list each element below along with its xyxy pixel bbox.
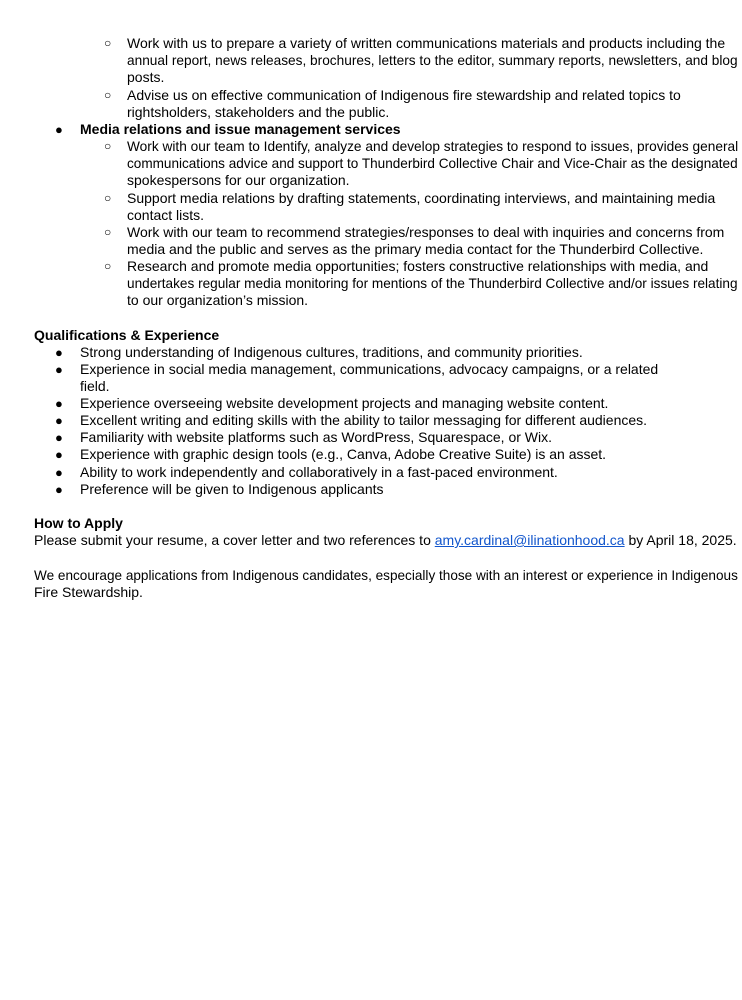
sub-bullet-marker: ○ xyxy=(104,225,112,239)
text-line: Ability to work independently and collaboratively in a fast-paced environment. xyxy=(80,464,558,480)
text-line: Experience in social media management, communications, advocacy campaigns, or a related xyxy=(80,361,659,377)
bullet-marker: ● xyxy=(55,362,63,377)
text-line: field. xyxy=(80,378,110,394)
text-line: Experience with graphic design tools (e.g., Canva, Adobe Creative Suite) is an asset. xyxy=(80,446,607,462)
bullet-marker: ● xyxy=(55,447,63,462)
text-line: contact lists. xyxy=(127,207,205,223)
text-line: posts. xyxy=(127,69,165,85)
text-line: Preference will be given to Indigenous applicants xyxy=(80,481,384,497)
sub-bullet-marker: ○ xyxy=(104,36,112,50)
text-line: media and the public and serves as the primary media contact for the Thunderbird Collective. xyxy=(127,241,704,257)
bullet-marker: ● xyxy=(55,430,63,445)
text-line: Work with our team to Identify, analyze and develop strategies to respond to issues, provides general xyxy=(127,138,739,154)
text-line: Advise us on effective communication of Indigenous fire stewardship and related topics to xyxy=(127,87,681,103)
text-line: rightsholders, stakeholders and the public. xyxy=(127,104,390,120)
text-line: Work with us to prepare a variety of written communications materials and products including the xyxy=(127,35,726,51)
bullet-marker: ● xyxy=(55,122,63,137)
sub-bullet-marker: ○ xyxy=(104,259,112,273)
apply-text: Please submit your resume, a cover letter and two references to xyxy=(34,532,435,548)
bullet-marker: ● xyxy=(55,345,63,360)
sub-bullet-marker: ○ xyxy=(104,139,112,153)
closing-line: Fire Stewardship. xyxy=(34,584,143,600)
text-line: undertakes regular media monitoring for mentions of the Thunderbird Collective and/or issues relating xyxy=(127,275,738,291)
bullet-marker: ● xyxy=(55,413,63,428)
text-line: Support media relations by drafting statements, coordinating interviews, and maintaining media xyxy=(127,190,716,206)
bullet-marker: ● xyxy=(55,482,63,497)
email-link[interactable]: amy.cardinal@ilinationhood.ca xyxy=(434,532,625,548)
text-line: Strong understanding of Indigenous cultures, traditions, and community priorities. xyxy=(80,344,583,360)
text-line: Excellent writing and editing skills with the ability to tailor messaging for different audiences. xyxy=(80,412,648,428)
sub-bullet-marker: ○ xyxy=(104,88,112,102)
text-line: Experience overseeing website development projects and managing website content. xyxy=(80,395,609,411)
bullet-marker: ● xyxy=(55,465,63,480)
text-line: Research and promote media opportunities; fosters constructive relationships with media, and xyxy=(127,258,709,274)
text-line: spokespersons for our organization. xyxy=(127,172,350,188)
text-line: communications advice and support to Thunderbird Collective Chair and Vice-Chair as the designated xyxy=(127,155,738,171)
section-heading: How to Apply xyxy=(34,515,123,531)
apply-instructions xyxy=(34,532,737,549)
closing-line: We encourage applications from Indigenous candidates, especially those with an interest or experience in Indigenous xyxy=(34,567,738,583)
bullet-marker: ● xyxy=(55,396,63,411)
apply-deadline-text: by April 18, 2025. xyxy=(624,532,737,548)
text-line: Familiarity with website platforms such as WordPress, Squarespace, or Wix. xyxy=(80,429,553,445)
text-line: Work with our team to recommend strategies/responses to deal with inquiries and concerns from xyxy=(127,224,725,240)
text-line: to our organization’s mission. xyxy=(127,292,309,308)
section-heading: Qualifications & Experience xyxy=(34,327,220,343)
sub-bullet-marker: ○ xyxy=(104,191,112,205)
section-subheading: Media relations and issue management services xyxy=(80,121,401,137)
text-line: annual report, news releases, brochures, letters to the editor, summary reports, newsletters, and blog xyxy=(127,52,738,68)
